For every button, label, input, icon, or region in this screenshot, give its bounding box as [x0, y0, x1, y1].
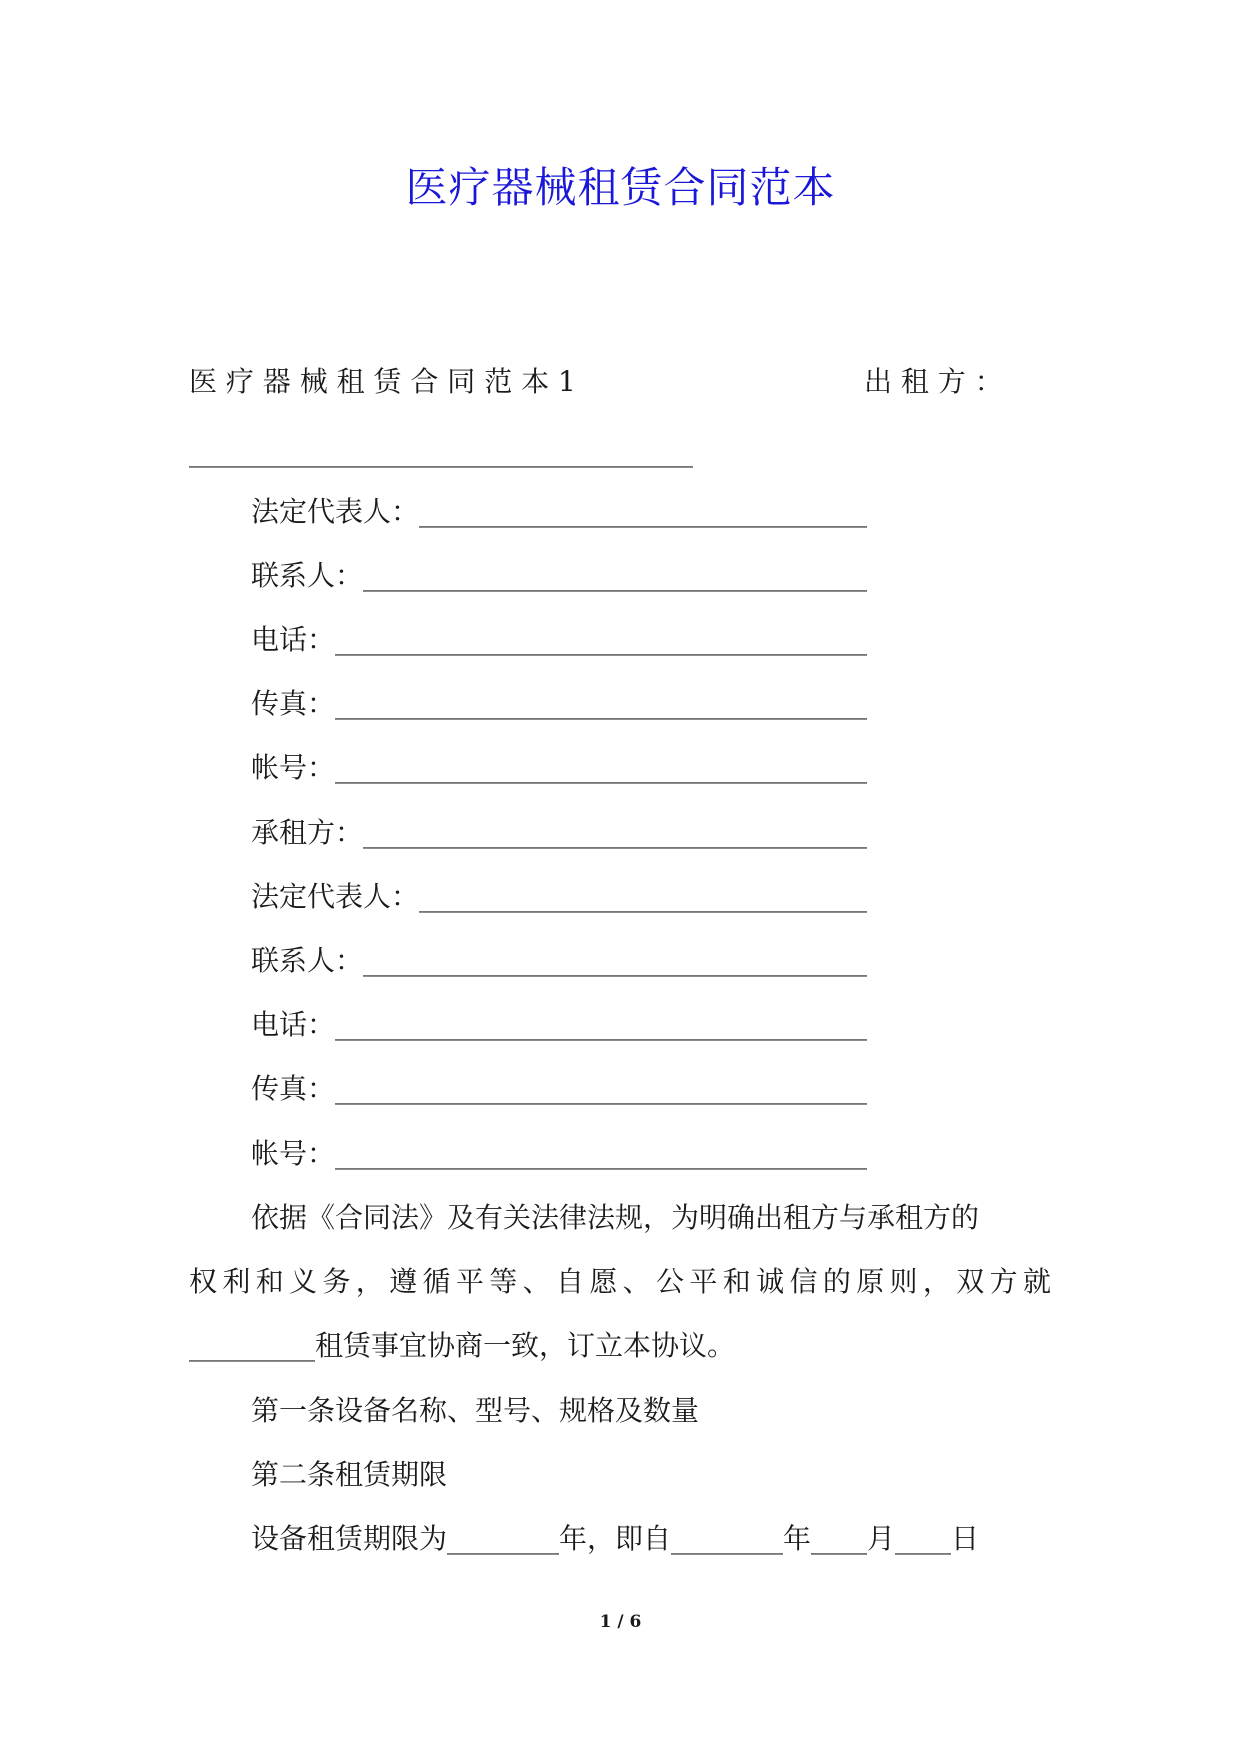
lessee-contact-field: 联系人：____________________________________	[251, 944, 868, 977]
article-1-heading: 第一条设备名称、型号、规格及数量	[251, 1394, 700, 1427]
lessee-field: 承租方：____________________________________	[251, 816, 868, 849]
preamble-line-3: _________租赁事宜协商一致，订立本协议。	[189, 1329, 736, 1362]
lessor-phone-field: 电话：______________________________________	[251, 623, 868, 656]
preamble-line-2: 权利和义务，遵循平等、自愿、公平和诚信的原则，双方就	[189, 1265, 1051, 1298]
lease-term-line: 设备租赁期限为________年，即自________年____月____日	[251, 1522, 980, 1555]
lessee-fax-field: 传真：______________________________________	[251, 1072, 868, 1105]
lessor-fax-field: 传真：______________________________________	[251, 687, 868, 720]
page-number: 1 / 6	[599, 1612, 642, 1632]
intro-heading: 医 疗 器 械 租 赁 合 同 范 本 1	[189, 365, 576, 398]
preamble-line-1: 依据《合同法》及有关法律法规，为明确出租方与承租方的	[251, 1201, 980, 1234]
lessor-blank: ____________________________________	[189, 435, 693, 468]
lessee-account-field: 帐号：______________________________________	[251, 1137, 868, 1170]
lessee-phone-field: 电话：______________________________________	[251, 1008, 868, 1041]
lessor-label: 出 租 方 ：	[864, 365, 1003, 398]
article-2-heading: 第二条租赁期限	[251, 1458, 448, 1491]
lessor-contact-field: 联系人：____________________________________	[251, 559, 868, 592]
page-title: 医疗器械租赁合同范本	[405, 163, 836, 212]
lessee-representative-field: 法定代表人：________________________________	[251, 880, 868, 913]
lessor-account-field: 帐号：______________________________________	[251, 751, 868, 784]
lessor-representative-field: 法定代表人：________________________________	[251, 495, 868, 528]
